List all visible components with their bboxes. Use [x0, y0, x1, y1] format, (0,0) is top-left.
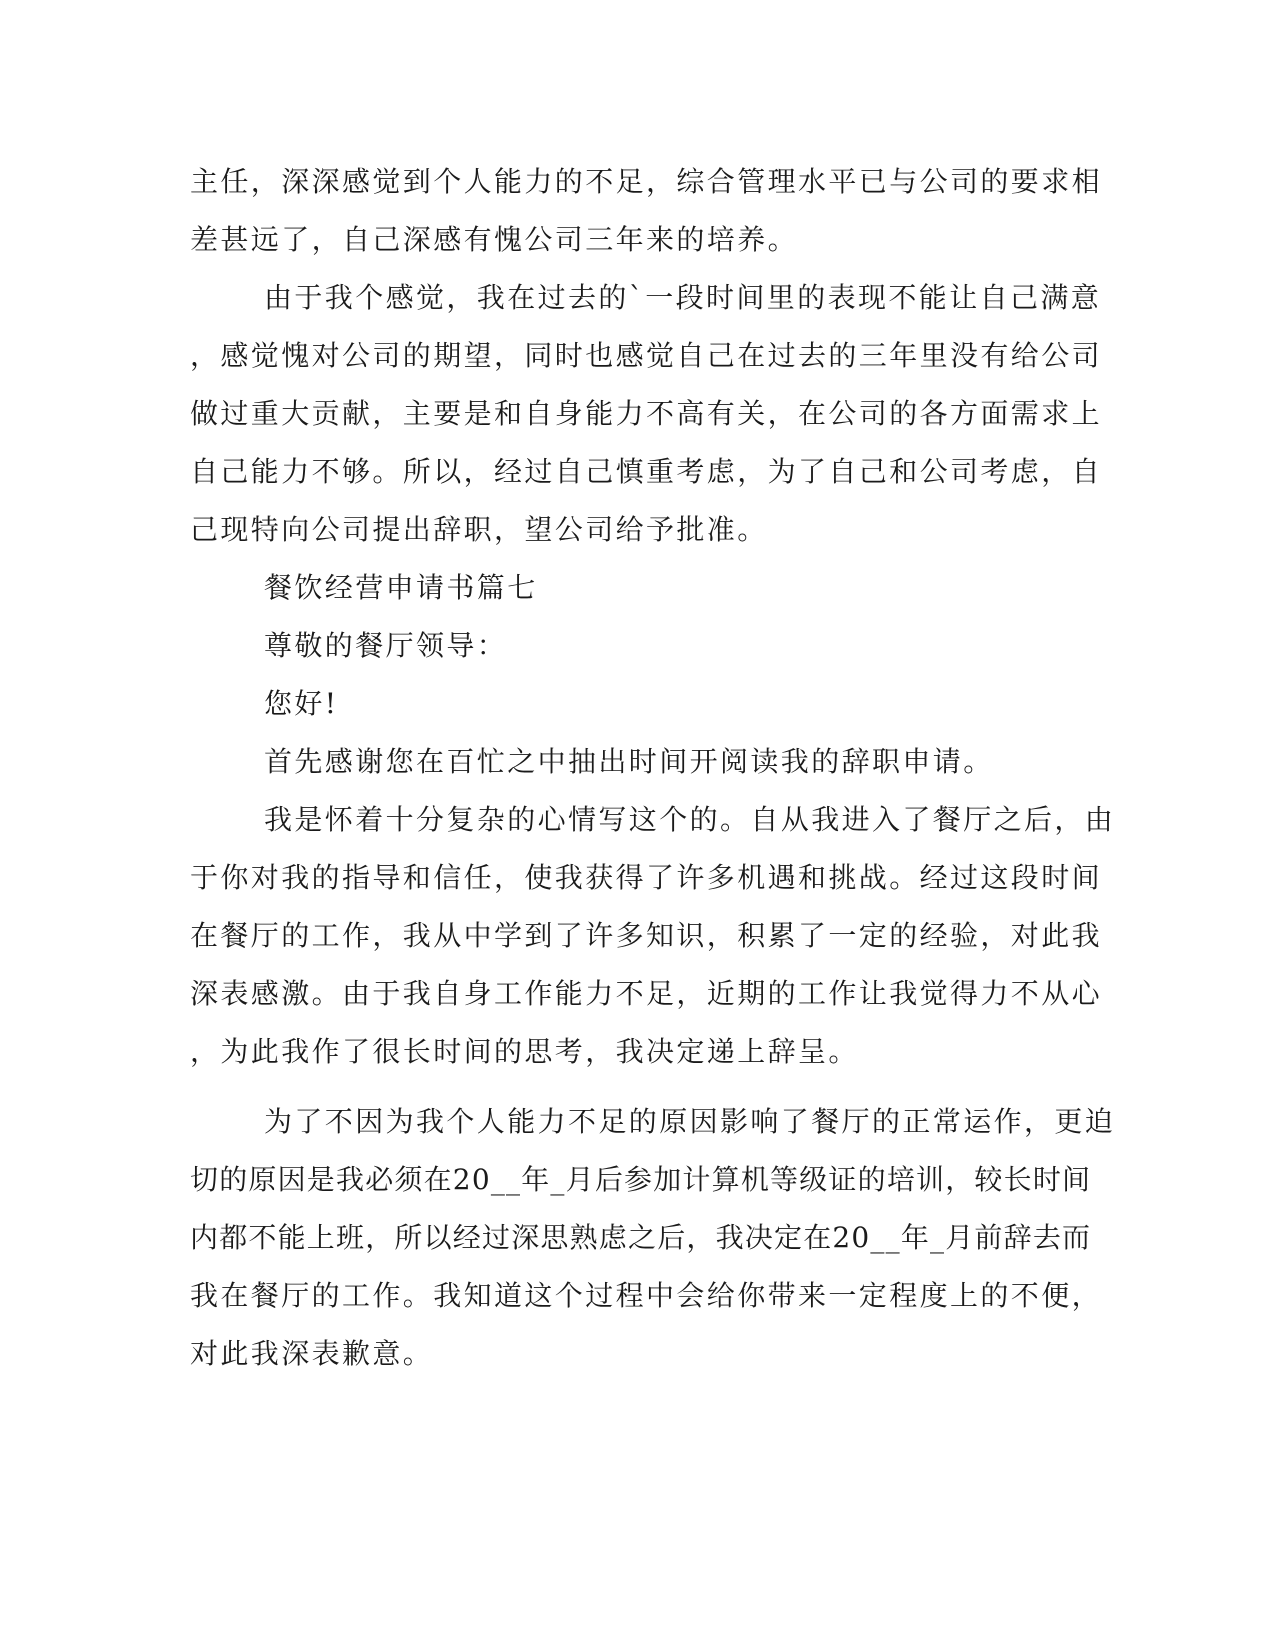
text-line: 差甚远了，自己深感有愧公司三年来的培养。	[190, 223, 799, 256]
greeting: 您好!	[264, 687, 339, 720]
text-line: 于你对我的指导和信任，使我获得了许多机遇和挑战。经过这段时间	[190, 861, 1103, 894]
text-line: 己现特向公司提出辞职，望公司给予批准。	[190, 513, 768, 546]
salutation: 尊敬的餐厅领导：	[264, 629, 508, 662]
paragraph-start-line: 首先感谢您在百忙之中抽出时间开阅读我的辞职申请。	[264, 745, 994, 778]
paragraph-start-line: 我是怀着十分复杂的心情写这个的。自从我进入了餐厅之后，由	[264, 803, 1116, 836]
text-line: 对此我深表歉意。	[190, 1337, 434, 1370]
section-heading: 餐饮经营申请书篇七	[264, 571, 538, 604]
paragraph-start-line: 由于我个感觉，我在过去的`一段时间里的表现不能让自己满意	[264, 281, 1102, 314]
text-line: ，感觉愧对公司的期望，同时也感觉自己在过去的三年里没有给公司	[190, 339, 1103, 372]
text-line: 切的原因是我必须在20__年_月后参加计算机等级证的培训，较长时间	[190, 1163, 1092, 1196]
text-line: 内都不能上班，所以经过深思熟虑之后，我决定在20__年_月前辞去而	[190, 1221, 1092, 1254]
text-line: 在餐厅的工作，我从中学到了许多知识，积累了一定的经验，对此我	[190, 919, 1103, 952]
text-line: 自己能力不够。所以，经过自己慎重考虑，为了自己和公司考虑，自	[190, 455, 1103, 488]
text-line: ，为此我作了很长时间的思考，我决定递上辞呈。	[190, 1035, 859, 1068]
text-line: 我在餐厅的工作。我知道这个过程中会给你带来一定程度上的不便，	[190, 1279, 1103, 1312]
text-line: 主任，深深感觉到个人能力的不足，综合管理水平已与公司的要求相	[190, 165, 1103, 198]
text-line: 深表感激。由于我自身工作能力不足，近期的工作让我觉得力不从心	[190, 977, 1103, 1010]
text-line: 做过重大贡献，主要是和自身能力不高有关，在公司的各方面需求上	[190, 397, 1103, 430]
paragraph-start-line: 为了不因为我个人能力不足的原因影响了餐厅的正常运作，更迫	[264, 1105, 1116, 1138]
